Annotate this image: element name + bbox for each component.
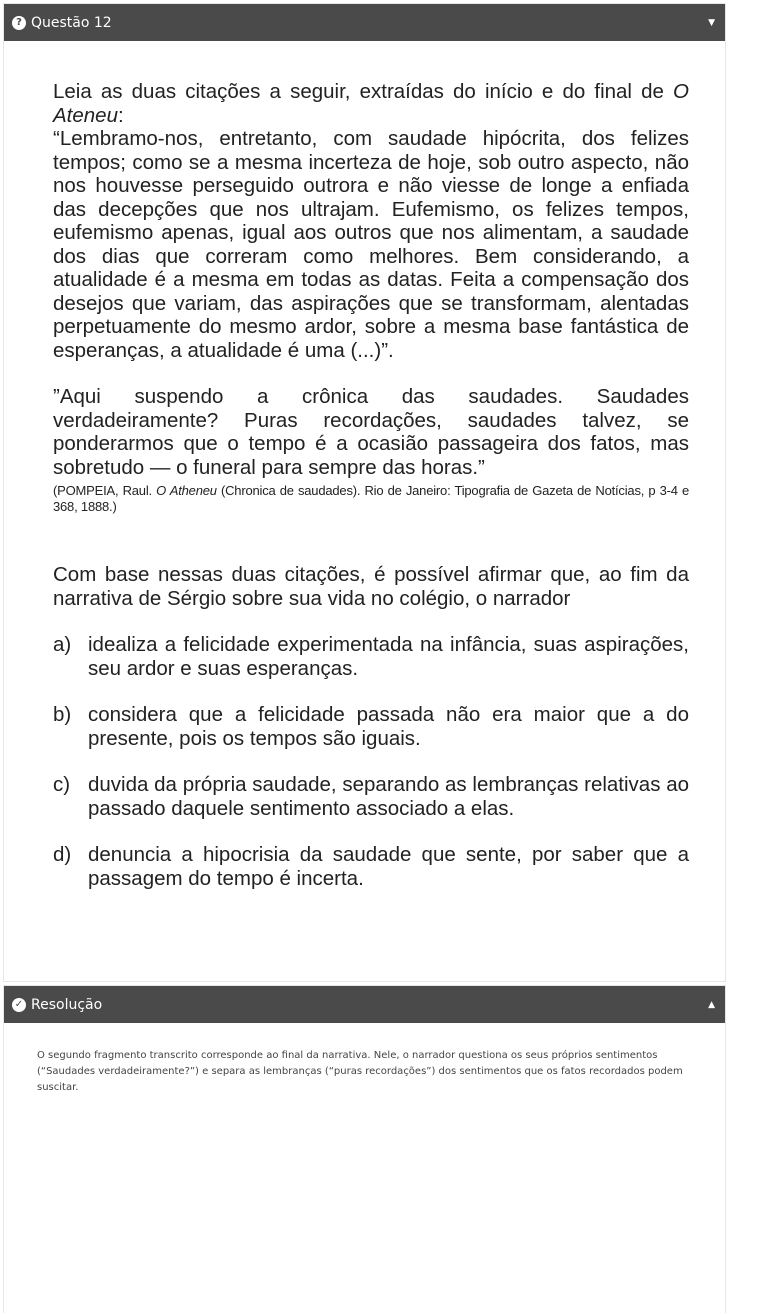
option-b — [53, 703, 689, 750]
citation-post: (Chronica de saudades). Rio de Janeiro: Tipografia de Gazeta de Notícias, p 3-4 e 368, 1888.) — [53, 483, 689, 514]
option-text: idealiza a felicidade experimentada na infância, suas aspirações, seu ardor e suas esperanças. — [88, 633, 689, 680]
option-text: considera que a felicidade passada não era maior que a do presente, pois os tempos são iguais. — [88, 703, 689, 750]
option-text: denuncia a hipocrisia da saudade que sente, por saber que a passagem do tempo é incerta. — [88, 843, 689, 890]
quote-second: ”Aqui suspendo a crônica das saudades. Saudades verdadeiramente? Puras recordações, saudades talvez, se ponderarmos que o tempo é a ocasião passageira dos fatos, mas sobretudo — o funeral para sempre das horas.” — [53, 385, 689, 479]
resolution-text-block — [37, 1048, 697, 1096]
option-d — [53, 843, 689, 890]
resolution-panel — [3, 985, 726, 1313]
question-intro — [53, 80, 689, 127]
question-prompt: Com base nessas duas citações, é possível afirmar que, ao fim da narrativa de Sérgio sobre sua vida no colégio, o narrador — [53, 563, 689, 610]
resolution-title: Resolução — [31, 996, 103, 1013]
question-text — [53, 80, 689, 890]
option-letter: a) — [53, 633, 72, 656]
intro-book-title: O Ateneu — [53, 80, 689, 127]
check-circle-icon: ✓ — [12, 998, 26, 1012]
caret-up-icon[interactable]: ▲ — [708, 999, 715, 1010]
option-text: duvida da própria saudade, separando as lembranças relativas ao passado daquele sentimento associado a elas. — [88, 773, 689, 820]
citation-pre: (POMPEIA, Raul. — [53, 483, 157, 498]
question-circle-icon: ? — [12, 16, 26, 30]
option-c — [53, 773, 689, 820]
resolution-panel-header[interactable] — [4, 986, 725, 1023]
question-title: Questão 12 — [31, 14, 112, 31]
intro-colon: : — [117, 103, 124, 127]
citation-book: O Atheneu — [156, 483, 217, 498]
resolution-text: O segundo fragmento transcrito corresponde ao final da narrativa. Nele, o narrador questiona os seus próprios sentimentos (“Saudades verdadeiramente?”) e separa as lembranças (“puras recordações”) dos sentimentos que os fatos recordados podem suscitar. — [37, 1050, 683, 1093]
option-letter: b) — [53, 703, 72, 726]
citation — [53, 483, 689, 515]
intro-text: Leia as duas citações a seguir, extraídas do início e do final de — [53, 80, 664, 103]
option-letter: c) — [53, 773, 71, 796]
question-panel-header[interactable] — [4, 4, 725, 41]
caret-down-icon[interactable]: ▼ — [708, 17, 715, 28]
quote-first: “Lembramo-nos, entretanto, com saudade hipócrita, dos felizes tempos; como se a mesma incerteza de hoje, sob outro aspecto, não nos houvesse perseguido outrora e não viesse de longe a enfiada das decepções que nos ultrajam. Eufemismo, os felizes tempos, eufemismo apenas, igual aos outros que nos alimentam, a saudade dos dias que correram como melhores. Bem considerando, a atualidade é a mesma em todas as datas. Feita a compensação dos desejos que variam, das aspirações que se transformam, alentadas perpetuamente do mesmo ardor, sobre a mesma base fantástica de esperanças, a atualidade é uma (...)”. — [53, 127, 689, 362]
option-a — [53, 633, 689, 680]
option-letter: d) — [53, 843, 72, 866]
